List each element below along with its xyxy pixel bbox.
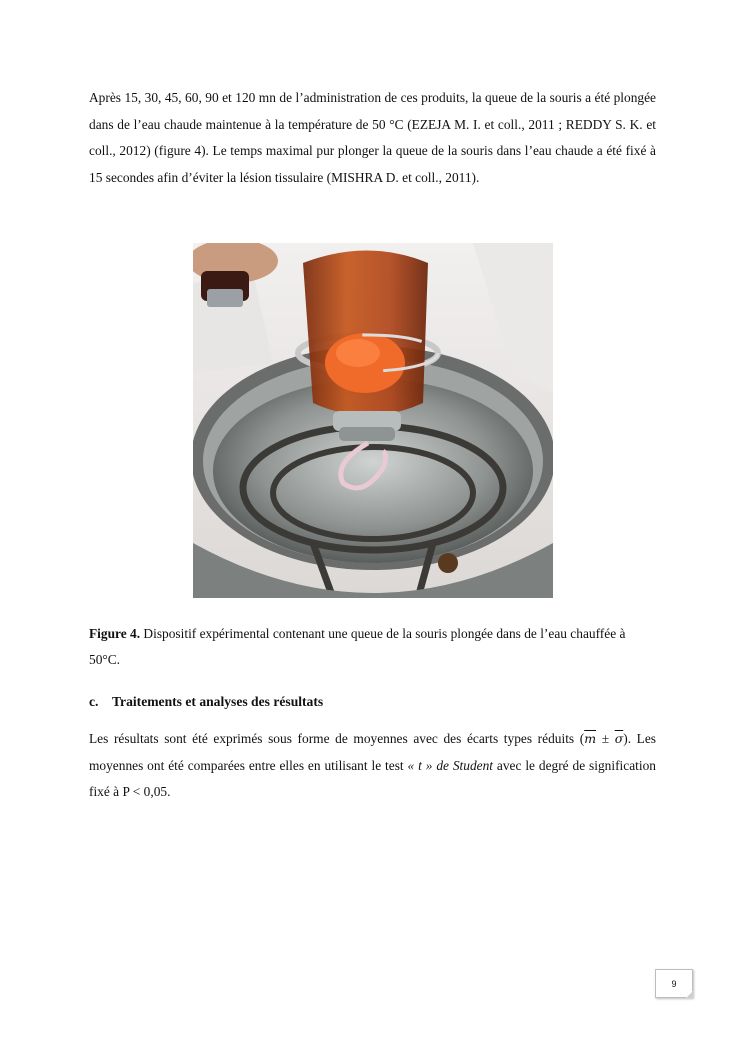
mean-symbol: $\overline{m}$ (584, 731, 597, 746)
figure-4-photo (193, 243, 553, 598)
page-number-box (655, 969, 693, 998)
stats-text-1: Les résultats sont été exprimés sous forme de moyennes avec des écarts types réduits ( (89, 731, 585, 746)
page-number: 9 (671, 978, 677, 989)
page-fold-corner (686, 991, 693, 998)
paragraph-protocol: Après 15, 30, 45, 60, 90 et 120 mn de l’administration de ces produits, la queue de la souris a été plongée dans de l’eau chaude maintenue à la température de 50 °C (EZEJA M. I. et coll., 2011 ; REDDY S. K. et coll., 2012) (figure 4). Le temps maximal pur plonger la queue de la souris dans l’eau chaude a été fixé à 15 secondes afin d’éviter la lésion tissulaire (MISHRA D. et coll., 2011). (89, 90, 656, 185)
section-heading (89, 694, 323, 710)
sigma-symbol: $\overline{\sigma}$ (614, 731, 624, 746)
plus-minus: ± (596, 731, 615, 746)
stats-text-3: avec le degré de signification fixé à P < 0,05. (89, 757, 656, 799)
section-title: Traitements et analyses des résultats (112, 694, 324, 709)
figure-4-caption (89, 621, 656, 673)
section-letter: c. (89, 694, 99, 709)
student-test-name: « t » de Student (407, 757, 494, 773)
figure-caption-text: Dispositif expérimental contenant une queue de la souris plongée dans de l’eau chauffée à 50°C. (89, 626, 626, 667)
stats-text-2: ). Les moyennes ont été comparées entre elles en utilisant le test (89, 731, 657, 773)
paragraph-statistics (89, 726, 656, 806)
figure-label: Figure 4. (89, 626, 141, 641)
